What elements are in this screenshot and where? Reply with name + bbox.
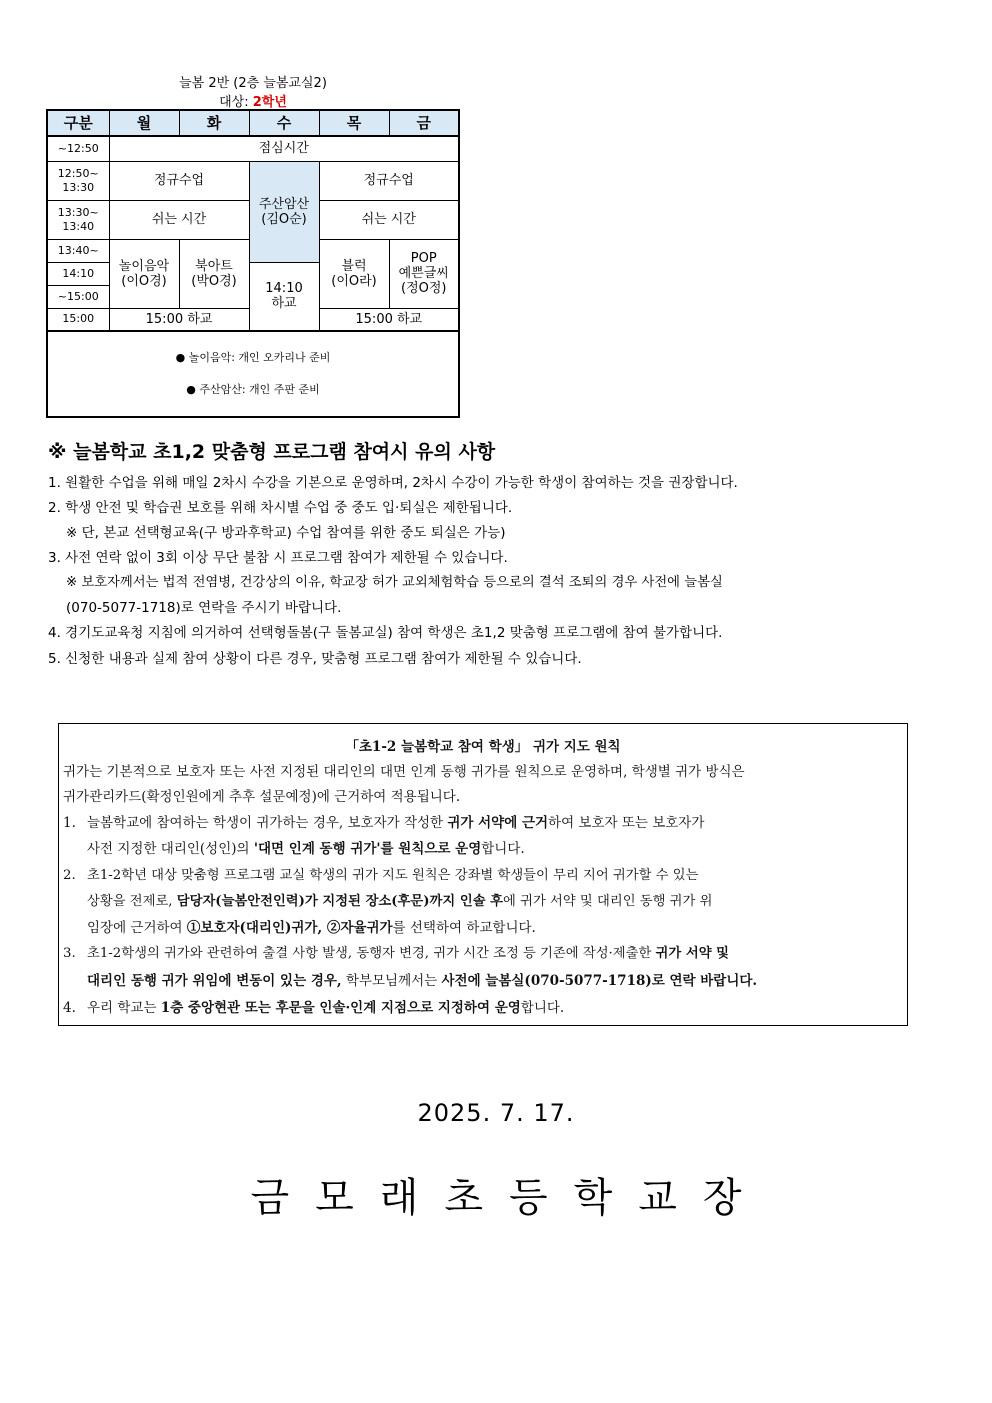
book-art-cell: 북아트 (박O경) — [179, 239, 249, 308]
notice-subitem: ※ 보호자께서는 법적 전염병, 건강상의 이유, 학교장 허가 교외체험학습 등으로의 결석 조퇴의 경우 사전에 늘봄실 — [66, 575, 723, 590]
block-cell: 블럭 (이O라) — [319, 239, 389, 308]
time-cell: 12:50~ 13:30 — [47, 161, 109, 200]
pop-cell: POP 예쁜글씨 (정O정) — [389, 239, 459, 308]
table-row — [47, 136, 459, 161]
time-cell: ~15:00 — [47, 285, 109, 308]
footnote-ocarina: ● 놀이음악: 개인 오카리나 준비 — [175, 351, 331, 364]
rule-text: 늘봄학교에 참여하는 학생이 귀가하는 경우, 보호자가 작성한 — [87, 815, 448, 831]
rule-text: 합니다. — [520, 1000, 565, 1016]
header-wed: 수 — [249, 110, 319, 136]
box-rule-3 — [63, 942, 729, 961]
notice-subitem: (070-5077-1718)로 연락을 주시기 바랍니다. — [66, 600, 342, 616]
timetable-footnote — [47, 331, 459, 417]
rule-text: 우리 학교는 — [87, 1000, 161, 1016]
document-date: 2025. 7. 17. — [417, 1099, 575, 1127]
rule-text: 상황을 전제로, — [87, 894, 177, 909]
table-row — [47, 161, 459, 200]
rule-emphasis: 1층 중앙현관 또는 후문을 인솔·인계 지점으로 지정하여 운영 — [160, 1000, 521, 1016]
notice-item: 1. 원활한 수업을 위해 매일 2차시 수강을 기본으로 운영하며, 2차시 수강이 가능한 학생이 참여하는 것을 권장합니다. — [48, 475, 738, 491]
box-title: 「초1-2 늘봄학교 참여 학생」 귀가 지도 원칙 — [345, 739, 621, 755]
time-cell: 14:10 — [47, 262, 109, 285]
dismissal-guidance-box — [58, 723, 908, 1026]
rule-text: 초1-2학생의 귀가와 관련하여 출결 사항 발생, 동행자 변경, 귀가 시간 조정 등 기존에 작성·제출한 — [87, 946, 656, 961]
box-intro-line: 귀가관리카드(확정인원에게 추후 설문예정)에 근거하여 적용됩니다. — [63, 789, 461, 805]
header-fri: 금 — [389, 110, 459, 136]
box-rule-3-cont — [87, 969, 757, 989]
table-row — [47, 331, 459, 417]
box-intro-line: 귀가는 기본적으로 보호자 또는 사전 지정된 대리인의 대면 인계 동행 귀가를 원칙으로 운영하며, 학생별 귀가 방식은 — [63, 764, 745, 780]
rule-text: 하여 보호자 또는 보호자가 — [548, 815, 705, 831]
rule-text: 를 선택하여 하교합니다. — [392, 920, 536, 936]
box-rule-2-cont — [87, 916, 536, 936]
break-mon-tue: 쉬는 시간 — [109, 200, 249, 239]
rule-text: 학부모님께서는 — [341, 973, 442, 989]
dismiss-thu-fri-cell: 15:00 하교 — [319, 308, 459, 331]
rule-emphasis: 귀가 서약 및 — [655, 946, 730, 961]
notice-subitem: ※ 단, 본교 선택형교육(구 방과후학교) 수업 참여를 위한 중도 퇴실은 가능) — [66, 525, 506, 541]
box-rule-4 — [63, 996, 564, 1016]
header-tue: 화 — [179, 110, 249, 136]
timetable — [46, 109, 460, 418]
rule-text: 임장에 근거하여 — [87, 920, 187, 936]
notice-title: ※ 늘봄학교 초1,2 맞춤형 프로그램 참여시 유의 사항 — [48, 441, 496, 463]
box-rule-2-cont — [87, 890, 712, 909]
header-mon: 월 — [109, 110, 179, 136]
rule-number: 4. — [63, 1000, 76, 1016]
abacus-class-cell: 주산암산 (김O순) — [249, 161, 319, 262]
rule-text: 합니다. — [481, 841, 525, 857]
rule-text: 초1-2학년 대상 맞춤형 프로그램 교실 학생의 귀가 지도 원칙은 강좌별 학생들이 무리 지어 귀가할 수 있는 — [87, 868, 699, 883]
rule-emphasis: '대면 인계 동행 귀가'를 원칙으로 운영 — [253, 841, 482, 857]
timetable-header-row — [47, 110, 459, 136]
rule-emphasis: 귀가 서약에 근거 — [447, 815, 549, 831]
time-cell: 13:40~ — [47, 239, 109, 262]
box-rule-1-cont — [87, 837, 525, 857]
time-cell: 15:00 — [47, 308, 109, 331]
rule-number: 1. — [63, 815, 76, 831]
timetable-title: 늘봄 2반 (2층 늘봄교실2) — [179, 76, 327, 91]
notice-item: 5. 신청한 내용과 실제 참여 상황이 다른 경우, 맞춤형 프로그램 참여가 제한될 수 있습니다. — [48, 651, 582, 667]
box-rule-1 — [63, 811, 704, 831]
rule-emphasis: ①보호자(대리인)귀가, ②자율귀가 — [186, 920, 393, 936]
rule-emphasis: 대리인 동행 귀가 위임에 변동이 있는 경우, — [87, 973, 342, 989]
notice-item: 4. 경기도교육청 지침에 의거하여 선택형돌봄(구 돌봄교실) 참여 학생은 초1,2 맞춤형 프로그램에 참여 불가합니다. — [48, 625, 723, 641]
regular-class-mon-tue: 정규수업 — [109, 161, 249, 200]
regular-class-thu-fri: 정규수업 — [319, 161, 459, 200]
rule-text: 사전 지정한 대리인(성인)의 — [87, 841, 254, 857]
time-cell: ~12:50 — [47, 136, 109, 161]
timetable-target — [48, 91, 458, 110]
box-rule-2 — [63, 864, 698, 883]
target-label: 대상: — [219, 95, 253, 110]
rule-text: 에 귀가 서약 및 대리인 동행 귀가 위 — [503, 894, 713, 909]
rule-emphasis: 사전에 늘봄실(070-5077-1718)로 연락 바랍니다. — [441, 973, 758, 989]
rule-emphasis: 담당자(늘봄안전인력)가 지정된 장소(후문)까지 인솔 후 — [176, 894, 504, 909]
header-category: 구분 — [47, 110, 109, 136]
footnote-abacus: ● 주산암산: 개인 주판 준비 — [186, 383, 320, 396]
notice-item: 2. 학생 안전 및 학습권 보호를 위해 차시별 수업 중 중도 입·퇴실은 제한됩니다. — [48, 500, 513, 516]
notice-item: 3. 사전 연락 없이 3회 이상 무단 불참 시 프로그램 참여가 제한될 수 있습니다. — [48, 550, 508, 566]
rule-number: 3. — [63, 946, 76, 961]
lunch-cell: 점심시간 — [109, 136, 459, 161]
school-principal-signature: 금모래초등학교장 — [250, 1175, 768, 1221]
rule-number: 2. — [63, 868, 76, 883]
dismiss-mon-tue-cell: 15:00 하교 — [109, 308, 249, 331]
target-value: 2학년 — [252, 95, 287, 110]
time-cell: 13:30~ 13:40 — [47, 200, 109, 239]
break-thu-fri: 쉬는 시간 — [319, 200, 459, 239]
dismiss-1410-cell: 14:10 하교 — [249, 262, 319, 331]
header-thu: 목 — [319, 110, 389, 136]
play-music-cell: 놀이음악 (이O경) — [109, 239, 179, 308]
